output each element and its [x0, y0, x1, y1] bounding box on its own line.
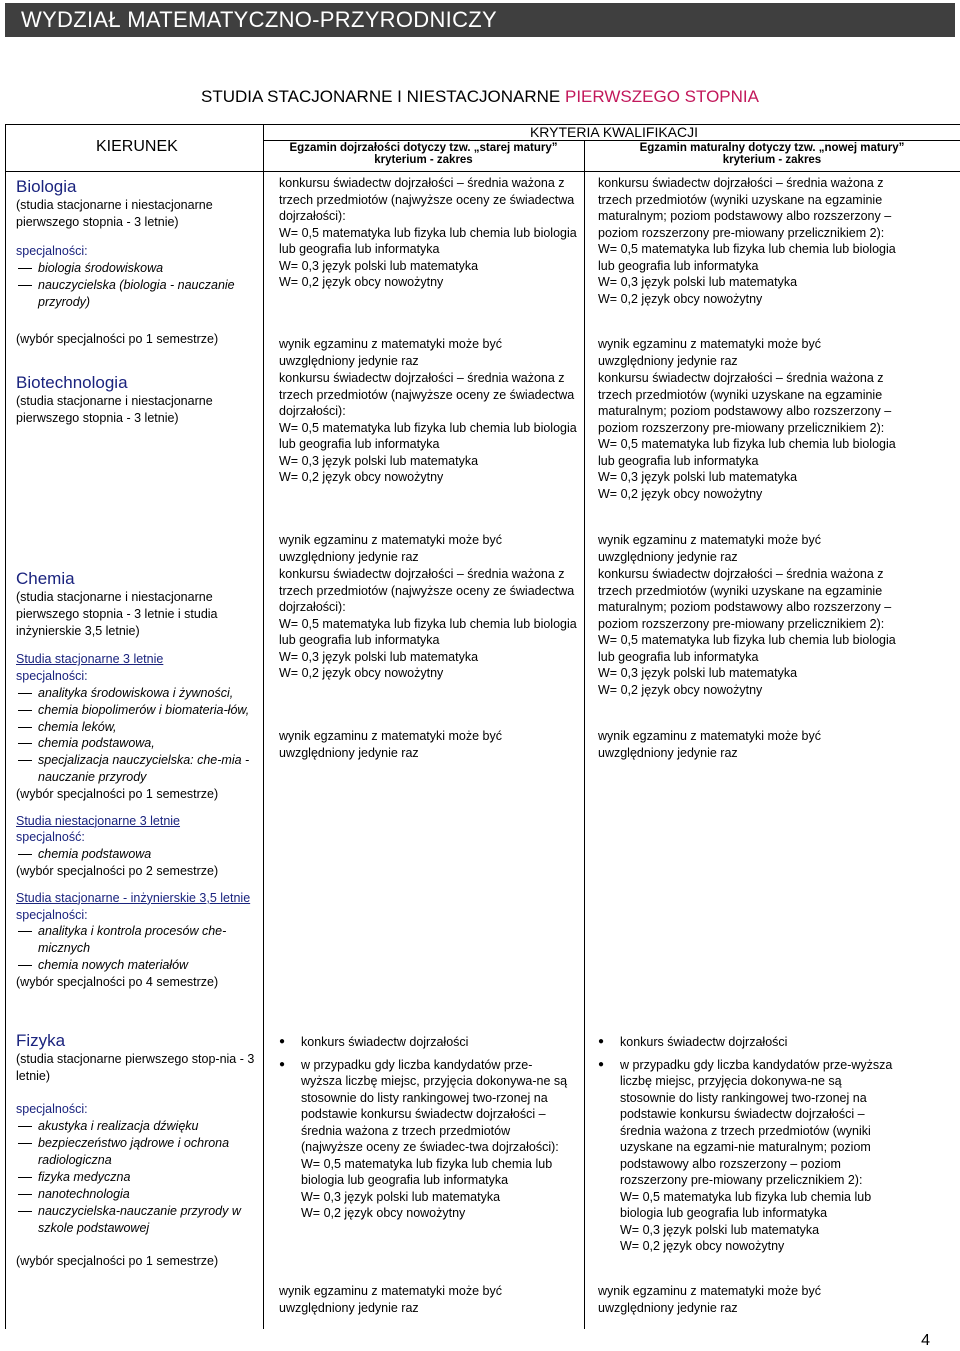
chemia-s2-label: specjalność: — [16, 830, 85, 845]
fizyka-desc-c: - 3 letnie) — [16, 1052, 255, 1083]
chemia-s2-spec-1: chemia podstawowa — [16, 846, 256, 863]
chemia-s3-title: Studia stacjonarne - inżynierskie 3,5 letnie — [16, 890, 251, 905]
chemia-s1-wybor: (wybór specjalności po 1 semestrze) — [16, 786, 219, 801]
fizyka-wybor: (wybór specjalności po 1 semestrze) — [16, 1254, 219, 1268]
fizyka-desc-a: (studia stacjonarne — [16, 1052, 126, 1066]
page-subtitle — [0, 87, 960, 107]
subtitle-accent: PIERWSZEGO STOPNIA — [565, 87, 759, 106]
fizyka-old-bullet-2: ● w przypadku gdy liczba kandydatów prze-wyższa liczbę miejsc, przyjęcia dokonywa-ne są stosownie do listy rankingowej two-rzonej na podstawie konkursu świadectw dojrzałości – średnia ważona z trzech przedmiotów (najwyższe oceny ze świadec-twa dojrzałości): W= 0,5 matematyka lub fizyka lub chemia lub biologia lub geografia lub informatyka W= 0,3 język polski lub matematyka W= 0,2 język obcy nowożytny — [279, 1057, 569, 1222]
chemia-s1-label: specjalności: — [16, 669, 88, 684]
fizyka-old-note: wynik egzaminu z matematyki może być uwzględniony jedynie raz — [279, 1284, 502, 1315]
chemia-old: konkursu świadectw dojrzałości – średnia ważona z trzech przedmiotów (najwyższe oceny ze świadectwa dojrzałości): W= 0,5 matematyka lub fizyka lub chemia lub biologia lub geografia lub informatyka W= 0,3 język polski lub matematyka W= 0,2 język obcy nowożytny — [279, 567, 577, 680]
fizyka-desc-b: pierwszego stop-nia — [125, 1052, 237, 1066]
chemia-new: konkursu świadectw dojrzałości – średnia ważona z trzech przedmiotów (wyniki uzyskane na egzaminie maturalnym; poziom podstawowy albo rozszerzony – poziom rozszerzony pre-miowany przelicznikiem 2): W= 0,5 matematyka lub fizyka lub chemia lub biologia lub geografia lub informatyka W= 0,3 język polski lub matematyka W= 0,2 język obcy nowożytny — [598, 567, 896, 697]
chemia-s1-spec-5: specjalizacja nauczycielska: che-mia - nauczanie przyrody — [16, 752, 256, 786]
biotechnologia-old-note: wynik egzaminu z matematyki może być uwzględniony jedynie raz — [279, 533, 502, 564]
chemia-desc: (studia stacjonarne i niestacjonarne pierwszego stopnia - 3 letnie i studia inżynierskie 3,5 letnie) — [16, 590, 218, 638]
chemia-s3-wybor: (wybór specjalności po 4 semestrze) — [16, 974, 219, 989]
fizyka-spec-label: specjalności: — [16, 1102, 88, 1116]
biologia-new: konkursu świadectw dojrzałości – średnia ważona z trzech przedmiotów (wyniki uzyskane na egzaminie maturalnym; poziom podstawowy albo rozszerzony – poziom rozszerzony pre-miowany przelicznikiem 2): W= 0,5 matematyka lub fizyka lub chemia lub biologia lub geografia lub informatyka W= 0,3 język polski lub matematyka W= 0,2 język obcy nowożytny — [598, 176, 896, 306]
fizyka-spec-1: akustyka i realizacja dźwięku — [16, 1118, 256, 1135]
subtitle-main: STUDIA STACJONARNE I NIESTACJONARNE — [201, 87, 565, 106]
chemia-new-note: wynik egzaminu z matematyki może być uwzględniony jedynie raz — [598, 729, 821, 760]
new-matura-title: Egzamin maturalny dotyczy tzw. „nowej matury” — [639, 142, 905, 154]
chemia-s2-wybor: (wybór specjalności po 2 semestrze) — [16, 863, 219, 878]
kryteria-divider — [263, 140, 960, 141]
chemia-s1-spec-1: analityka środowiskowa i żywności, — [16, 685, 256, 702]
biotechnologia-title: Biotechnologia — [16, 373, 128, 392]
fizyka-new — [598, 1034, 898, 1255]
fizyka-old-bullet-1: ● konkurs świadectw dojrzałości — [279, 1034, 569, 1051]
fizyka-spec-5: nauczycielska-nauczanie przyrody w szkole podstawowej — [16, 1203, 256, 1237]
fizyka-new-note: wynik egzaminu z matematyki może być uwzględniony jedynie raz — [598, 1284, 821, 1315]
biotechnologia-new: konkursu świadectw dojrzałości – średnia ważona z trzech przedmiotów (wyniki uzyskane na egzaminie maturalnym; poziom podstawowy albo rozszerzony – poziom rozszerzony pre-miowany przelicznikiem 2): W= 0,5 matematyka lub fizyka lub chemia lub biologia lub geografia lub informatyka W= 0,3 język polski lub matematyka W= 0,2 język obcy nowożytny — [598, 371, 896, 501]
fizyka-desc — [16, 1051, 256, 1085]
chemia-cell — [16, 568, 256, 991]
old-matura-sub: kryterium - zakres — [374, 154, 473, 166]
chemia-s1-spec-3: chemia leków, — [16, 719, 256, 736]
chemia-s3-spec-1: analityka i kontrola procesów che-micznych — [16, 923, 256, 957]
fizyka-new-bullet-1: ● konkurs świadectw dojrzałości — [598, 1034, 898, 1051]
table-left-border — [5, 124, 6, 1329]
biologia-spec-2: nauczycielska (biologia - nauczanie przyrody) — [16, 277, 256, 311]
kierunek-header: KIERUNEK — [96, 138, 178, 155]
biologia-title: Biologia — [16, 177, 77, 196]
biologia-spec-1: biologia środowiskowa — [16, 260, 256, 277]
fizyka-spec-3: fizyka medyczna — [16, 1169, 256, 1186]
old-matura-title: Egzamin dojrzałości dotyczy tzw. „starej matury” — [289, 142, 558, 154]
chemia-old-note: wynik egzaminu z matematyki może być uwzględniony jedynie raz — [279, 729, 502, 760]
chemia-s1-title: Studia stacjonarne 3 letnie — [16, 652, 164, 667]
biotechnologia-desc: (studia stacjonarne i niestacjonarne pierwszego stopnia - 3 letnie) — [16, 394, 213, 425]
header-bottom-border — [5, 171, 960, 172]
new-matura-header — [584, 142, 960, 166]
biologia-old-note: wynik egzaminu z matematyki może być uwzględniony jedynie raz — [279, 337, 502, 368]
col-divider-1 — [263, 124, 264, 1329]
biologia-new-note: wynik egzaminu z matematyki może być uwzględniony jedynie raz — [598, 337, 821, 368]
old-matura-header — [263, 142, 584, 166]
biologia-spec-label: specjalności: — [16, 244, 88, 258]
chemia-s1-spec-4: chemia podstawowa, — [16, 735, 256, 752]
biotechnologia-cell — [16, 372, 256, 427]
kryteria-header: KRYTERIA KWALIFIKACJI — [529, 124, 699, 140]
fizyka-old — [279, 1034, 569, 1222]
faculty-banner: WYDZIAŁ MATEMATYCZNO-PRZYRODNICZY — [5, 3, 955, 37]
biologia-desc: (studia stacjonarne i niestacjonarne pierwszego stopnia - 3 letnie) — [16, 198, 213, 229]
biologia-cell — [16, 176, 256, 348]
fizyka-spec-4: nanotechnologia — [16, 1186, 256, 1203]
chemia-s3-spec-2: chemia nowych materiałów — [16, 957, 256, 974]
fizyka-spec-2: bezpieczeństwo jądrowe i ochrona radiologiczna — [16, 1135, 256, 1169]
fizyka-title: Fizyka — [16, 1031, 66, 1050]
chemia-s3-label: specjalności: — [16, 907, 88, 922]
page-number: 4 — [921, 1332, 930, 1349]
biotechnologia-old: konkursu świadectw dojrzałości – średnia ważona z trzech przedmiotów (najwyższe oceny ze świadectwa dojrzałości): W= 0,5 matematyka lub fizyka lub chemia lub biologia lub geografia lub informatyka W= 0,3 język polski lub matematyka W= 0,2 język obcy nowożytny — [279, 371, 577, 484]
biotechnologia-new-note: wynik egzaminu z matematyki może być uwzględniony jedynie raz — [598, 533, 821, 564]
fizyka-new-bullet-2: ● w przypadku gdy liczba kandydatów prze-wyższa liczbę miejsc, przyjęcia dokonywa-ne są stosownie do listy rankingowej two-rzonej na podstawie konkursu świadectw dojrzałości – średnia ważona z trzech przedmiotów (wyniki uzyskane na egzami-nie maturalnym; poziom podstawowy albo rozszerzony – poziom rozszerzony pre-miowany przelicznikiem 2): W= 0,5 matematyka lub fizyka lub chemia lub biologia lub geografia lub informatyka W= 0,3 język polski lub matematyka W= 0,2 język obcy nowożytny — [598, 1057, 898, 1255]
new-matura-sub: kryterium - zakres — [722, 154, 822, 166]
biologia-wybor: (wybór specjalności po 1 semestrze) — [16, 332, 219, 346]
fizyka-cell — [16, 1030, 256, 1270]
chemia-s1-spec-2: chemia biopolimerów i biomateria-łów, — [16, 702, 256, 719]
chemia-s2-title: Studia niestacjonarne 3 letnie — [16, 813, 181, 828]
col-divider-2 — [584, 140, 585, 1329]
biologia-old: konkursu świadectw dojrzałości – średnia ważona z trzech przedmiotów (najwyższe oceny ze świadectwa dojrzałości): W= 0,5 matematyka lub fizyka lub chemia lub biologia lub geografia lub informatyka W= 0,3 język polski lub matematyka W= 0,2 język obcy nowożytny — [279, 176, 577, 289]
chemia-title: Chemia — [16, 569, 75, 588]
